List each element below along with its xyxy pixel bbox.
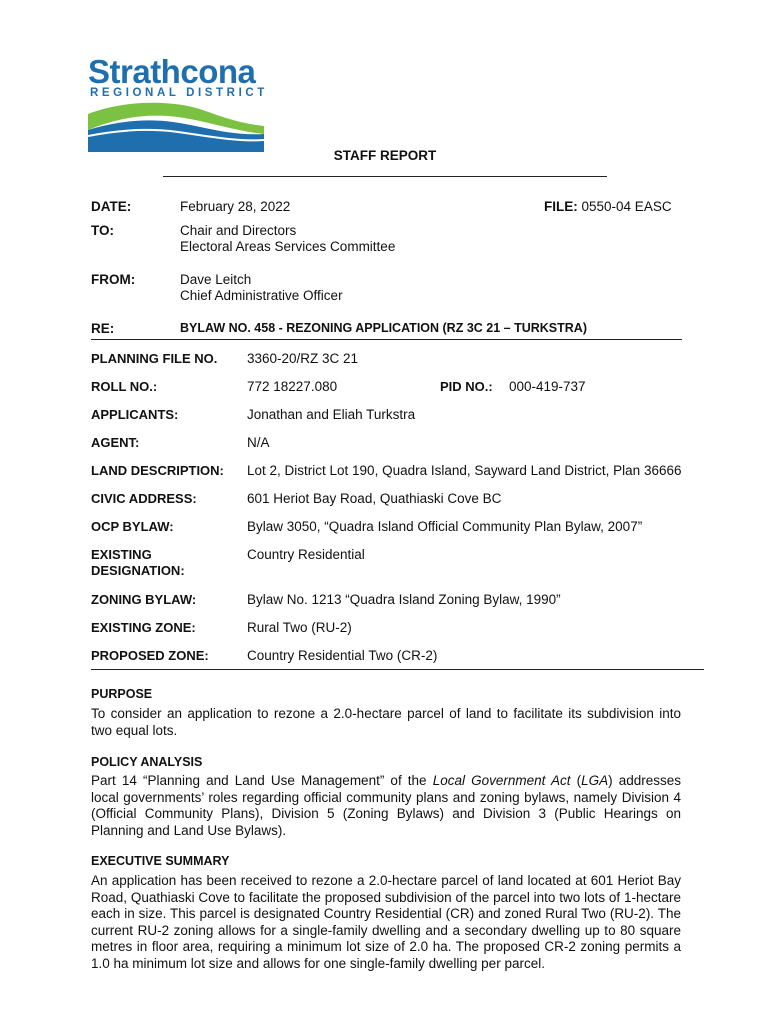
existing-designation-label-2: DESIGNATION: [91,563,185,578]
from-line-2: Chief Administrative Officer [180,288,343,303]
pid-label: PID NO.: [440,379,493,394]
roll-label: ROLL NO.: [91,379,158,394]
file-field [544,199,672,215]
executive-summary-text: An application has been received to rezone a 2.0-hectare parcel of land located at 601 Heriot Bay Road, Quathiaski Cove to facilitate the proposed subdivision of the parcel into two lots of 1-hectare each in size. This parcel is designated Country Residential (CR) and zoned Rural Two (RU-2). The current RU-2 zoning allows for a single-family dwelling and a secondary dwelling up to 80 square metres in floor area, requiring a minimum lot size of 2.0 ha. The proposed CR-2 zoning permits a 1.0 ha minimum lot size and allows for one single-family dwelling per parcel. [91,873,681,971]
landscape-logo-icon [88,100,266,152]
agent-value: N/A [247,435,270,450]
agent-label: AGENT: [91,435,140,450]
policy-analysis-text [91,773,681,839]
re-rule [91,339,682,340]
details-rule [91,669,704,670]
civic-address-value: 601 Heriot Bay Road, Quathiaski Cove BC [247,491,502,506]
existing-zone-value: Rural Two (RU-2) [247,620,352,635]
date-label: DATE: [91,199,132,214]
to-line-1: Chair and Directors [180,223,297,238]
policy-text-part-3: ) addresses local governments’ roles regarding official community plans and zoning bylaws, namely Division 4 (Official Community Plans), Division 5 (Zoning Bylaws) and Division 3 (Public Hearings on Planning and Land Use Bylaws). [91,773,681,838]
existing-designation-value: Country Residential [247,547,365,562]
purpose-text: To consider an application to rezone a 2.0-hectare parcel of land to facilitate its subdivision into two equal lots. [91,706,681,738]
ocp-bylaw-value: Bylaw 3050, “Quadra Island Official Community Plan Bylaw, 2007” [247,519,643,534]
to-line-2: Electoral Areas Services Committee [180,239,396,254]
strathcona-logo [88,54,268,150]
logo-subtitle: REGIONAL DISTRICT [90,87,268,99]
purpose-heading: PURPOSE [91,687,153,701]
policy-text-part-2: ( [570,773,582,788]
re-value: BYLAW NO. 458 - REZONING APPLICATION (RZ 3C 21 – TURKSTRA) [180,321,587,335]
land-description-value: Lot 2, District Lot 190, Quadra Island, Sayward Land District, Plan 36666 [247,463,682,478]
logo-name: Strathcona [88,53,256,90]
civic-address-label: CIVIC ADDRESS: [91,491,197,506]
planning-file-label: PLANNING FILE NO. [91,351,218,366]
date-value: February 28, 2022 [180,199,291,214]
proposed-zone-label: PROPOSED ZONE: [91,648,209,663]
roll-value: 772 18227.080 [247,379,338,394]
file-label: FILE: [544,199,578,214]
policy-analysis-heading: POLICY ANALYSIS [91,755,203,769]
policy-text-italic-1: Local Government Act [432,773,571,788]
applicants-label: APPLICANTS: [91,407,179,422]
re-label: RE: [91,321,115,336]
land-description-label: LAND DESCRIPTION: [91,463,224,478]
file-value: 0550-04 EASC [581,199,672,214]
planning-file-value: 3360-20/RZ 3C 21 [247,351,359,366]
existing-zone-label: EXISTING ZONE: [91,620,196,635]
existing-designation-label-1: EXISTING [91,547,152,562]
pid-value: 000-419-737 [509,379,586,394]
policy-text-part-1: Part 14 “Planning and Land Use Management” of the [91,773,433,788]
applicants-value: Jonathan and Eliah Turkstra [247,407,416,422]
proposed-zone-value: Country Residential Two (CR-2) [247,648,438,663]
policy-text-italic-2: LGA [581,773,609,788]
executive-summary-heading: EXECUTIVE SUMMARY [91,854,230,868]
zoning-bylaw-label: ZONING BYLAW: [91,592,197,607]
report-title: STAFF REPORT [333,148,437,163]
from-line-1: Dave Leitch [180,272,252,287]
to-label: TO: [91,223,114,238]
ocp-bylaw-label: OCP BYLAW: [91,519,174,534]
zoning-bylaw-value: Bylaw No. 1213 “Quadra Island Zoning Bylaw, 1990” [247,592,561,607]
title-rule [163,176,607,177]
from-label: FROM: [91,272,136,287]
